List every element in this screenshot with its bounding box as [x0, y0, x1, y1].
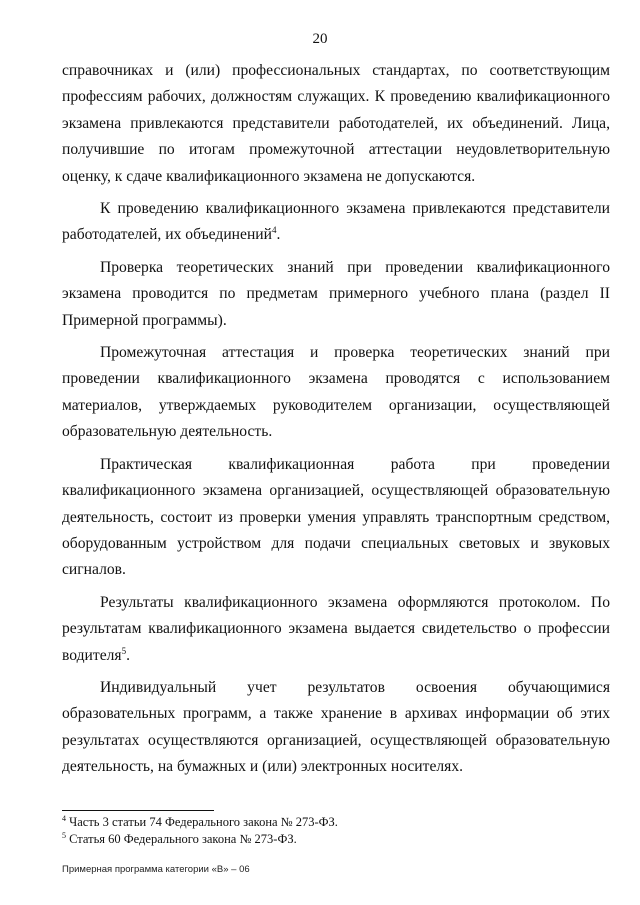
paragraph	[62, 196, 610, 249]
footnote-number: 5	[62, 830, 66, 840]
paragraph	[62, 452, 610, 584]
paragraph-text: Результаты квалификационного экзамена оформляются протоколом. По результатам квалификационного экзамена выдается свидетельство о профессии водителя	[62, 593, 610, 664]
paragraph	[62, 675, 610, 781]
footnote	[62, 831, 610, 848]
footnote-ref: 5	[121, 645, 127, 656]
footnotes	[62, 814, 610, 848]
page-number: 20	[312, 31, 328, 47]
paragraph-text: Практическая квалификационная работа при проведении квалификационного экзамена организацией, осуществляющей образовательную деятельность, состоит из проверки умения управлять транспортным средством, оборудованным устройством для подачи специальных световых и звуковых сигналов.	[62, 455, 610, 579]
paragraph-text: справочниках и (или) профессиональных стандартах, по соответствующим профессиям рабочих, должностям служащих. К проведению квалификационного экзамена привлекаются представители работодателей, их объединений. Лица, получившие по итогам промежуточной аттестации неудовлетворительную оценку, к сдаче квалификационного экзамена не допускаются.	[62, 62, 610, 185]
paragraph-text: Индивидуальный учет результатов освоения обучающимися образовательных программ, а также хранение в архивах информации об этих результатах осуществляются организацией, осуществляющей образовательную деятельность, на бумажных и (или) электронных носителях.	[62, 678, 610, 776]
footnote-ref: 4	[271, 225, 277, 236]
footnote-number: 4	[62, 813, 66, 823]
paragraph-text: К проведению квалификационного экзамена привлекаются представители работодателей, их объединений	[62, 200, 610, 244]
paragraph	[62, 255, 610, 334]
page-footer: Примерная программа категории «В» – 06	[62, 864, 250, 875]
paragraph	[62, 340, 610, 446]
paragraph-text: Проверка теоретических знаний при проведении квалификационного экзамена проводится по предметам примерного учебного плана (раздел II Примерной программы).	[62, 258, 610, 329]
paragraph-text: Промежуточная аттестация и проверка теоретических знаний при проведении квалификационного экзамена проводятся с использованием материалов, утверждаемых руководителем организации, осуществляющей образовательную деятельность.	[62, 344, 610, 441]
body-text	[62, 58, 610, 787]
footnote-text: Статья 60 Федерального закона № 273-ФЗ.	[69, 832, 297, 846]
footnote	[62, 814, 610, 831]
paragraph	[62, 58, 610, 190]
paragraph-tail: .	[276, 226, 281, 244]
paragraph	[62, 590, 610, 669]
footnote-separator	[62, 810, 214, 811]
paragraph-tail: .	[126, 646, 130, 664]
footnote-text: Часть 3 статьи 74 Федерального закона № 273-ФЗ.	[69, 815, 338, 829]
